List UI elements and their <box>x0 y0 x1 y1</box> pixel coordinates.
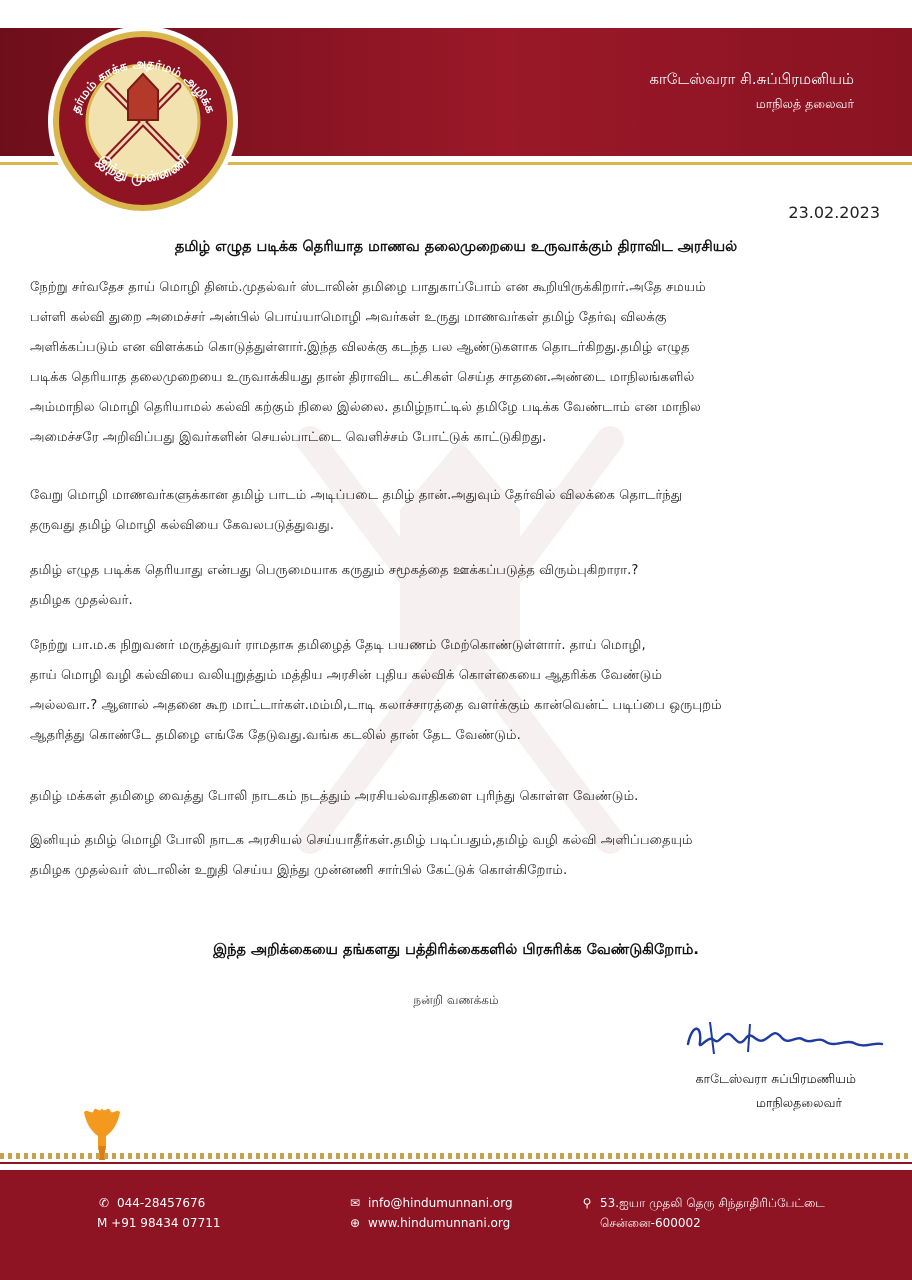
paragraph-3 <box>30 556 886 616</box>
handwritten-signature <box>680 1014 890 1060</box>
paragraph-line: தாய் மொழி வழி கல்வியை வலியுறுத்தும் மத்திய அரசின் புதிய கல்விக் கொள்கையை ஆதரிக்க வேண்டும் <box>30 668 663 683</box>
paragraph-line: தமிழ் மக்கள் தமிழை வைத்து போலி நாடகம் நடத்தும் அரசியல்வாதிகளை புரிந்து கொள்ள வேண்டும். <box>30 789 639 804</box>
phone-number[interactable]: 044-28457676 <box>117 1196 206 1210</box>
paragraph-5 <box>30 782 886 812</box>
leader-role: மாநிலத் தலைவர் <box>755 96 854 111</box>
globe-icon: ⊕ <box>349 1216 361 1230</box>
paragraph-line: அல்லவா.? ஆனால் அதனை கூற மாட்டார்கள்.மம்மி,டாடி கலாச்சாரத்தை வளர்க்கும் கான்வென்ட் படிப்பை ஒருபுறம் <box>30 698 722 713</box>
letter-title: தமிழ் எழுத படிக்க தெரியாத மாணவ தலைமுறையை உருவாக்கும் திராவிட அரசியல் <box>174 239 738 255</box>
website-link[interactable]: www.hindumunnani.org <box>368 1216 511 1230</box>
hindu-munnani-logo <box>46 24 240 218</box>
paragraph-line: தமிழக முதல்வர். <box>30 593 133 608</box>
paragraph-line: படிக்க தெரியாத தலைமுறையை உருவாக்கியது தான் திராவிட கட்சிகள் செய்த சாதனை.அண்டை மாநிலங்களில் <box>30 370 695 385</box>
logo-top-text: தர்மம் காக்க அதர்மம் அழிக்க <box>67 55 219 116</box>
mail-icon: ✉ <box>349 1196 361 1210</box>
paragraph-line: தமிழ் எழுத படிக்க தெரியாது என்பது பெருமையாக கருதும் சமூகத்தை ஊக்கப்படுத்த விரும்புகிறாரா.? <box>30 563 639 578</box>
paragraph-line: அமைச்சரே அறிவிப்பது இவர்களின் செயல்பாட்டை வெளிச்சம் போட்டுக் காட்டுகிறது. <box>30 430 547 445</box>
paragraph-6 <box>30 826 886 886</box>
signatory-name: காடேஸ்வரா சுப்பிரமணியம் <box>695 1071 856 1086</box>
paragraph-line: பள்ளி கல்வி துறை அமைச்சர் அன்பில் பொய்யாமொழி அவர்கள் உருது மாணவர்கள் தமிழ் தேர்வு விலக்கு <box>30 310 667 325</box>
paragraph-line: நேற்று பா.ம.க நிறுவனர் மருத்துவர் ராமதாசு தமிழைத் தேடி பயணம் மேற்கொண்டுள்ளார். தாய் மொழி, <box>30 638 646 653</box>
location-pin-icon: ⚲ <box>582 1196 592 1210</box>
paragraph-line: அம்மாநில மொழி தெரியாமல் கல்வி கற்கும் நிலை இல்லை. தமிழ்நாட்டில் தமிழே படிக்க வேண்டாம் என மாநில <box>30 400 701 415</box>
logo-bottom-text: இந்து முன்னணி <box>94 152 192 186</box>
letter-date: 23.02.2023 <box>788 203 880 222</box>
leader-name: காடேஸ்வரா சி.சுப்பிரமனியம் <box>649 70 854 88</box>
paragraph-line: அளிக்கப்படும் என விளக்கம் கொடுத்துள்ளார்.இந்த விலக்கு கடந்த பல ஆண்டுகளாக தொடர்கிறது.தமிழ் எழுத <box>30 340 690 355</box>
paragraph-2 <box>30 481 886 541</box>
paragraph-1 <box>30 273 886 453</box>
paragraph-line: நேற்று சர்வதேச தாய் மொழி தினம்.முதல்வர் ஸ்டாலின் தமிழை பாதுகாப்போம் என கூறியிருக்கிறார்.அதே சமயம் <box>30 280 706 295</box>
paragraph-line: ஆதரித்து கொண்டே தமிழை எங்கே தேடுவது.வங்க கடலில் தான் தேட வேண்டும். <box>30 728 521 743</box>
thanks-text: நன்றி வணக்கம் <box>413 993 499 1007</box>
footer-dotted-line <box>0 1153 912 1159</box>
paragraph-line: தருவது தமிழ் மொழி கல்வியை கேவலபடுத்துவது. <box>30 518 334 533</box>
paragraph-line: தமிழக முதல்வர் ஸ்டாலின் உறுதி செய்ய இந்து முன்னணி சார்பில் கேட்டுக் கொள்கிறோம். <box>30 863 568 878</box>
paragraph-line: வேறு மொழி மாணவர்களுக்கான தமிழ் பாடம் அடிப்படை தமிழ் தான்.அதுவும் தேர்வில் விலக்கை தொடர்ந்து <box>30 488 683 503</box>
signatory-role: மாநிலதலைவர் <box>755 1095 842 1110</box>
mobile-number[interactable]: M +91 98434 07711 <box>97 1216 221 1230</box>
footer-phone-block <box>97 1193 220 1233</box>
footer-contact-block <box>348 1193 513 1233</box>
address-line-1: 53.ஐயா முதலி தெரு சிந்தாதிரிப்பேட்டை <box>600 1196 825 1210</box>
footer-address-block <box>580 1193 825 1233</box>
phone-icon: ✆ <box>98 1196 110 1210</box>
email-link[interactable]: info@hindumunnani.org <box>368 1196 513 1210</box>
paragraph-line: இனியும் தமிழ் மொழி போலி நாடக அரசியல் செய்யாதீர்கள்.தமிழ் படிப்பதும்,தமிழ் வழி கல்வி அளிப்பதையும் <box>30 833 693 848</box>
paragraph-4 <box>30 631 886 751</box>
closing-request: இந்த அறிக்கையை தங்களது பத்திரிக்கைகளில் பிரசுரிக்க வேண்டுகிறோம். <box>213 942 699 958</box>
footer-divider <box>0 1162 912 1164</box>
address-line-2: சென்னை-600002 <box>600 1216 701 1230</box>
